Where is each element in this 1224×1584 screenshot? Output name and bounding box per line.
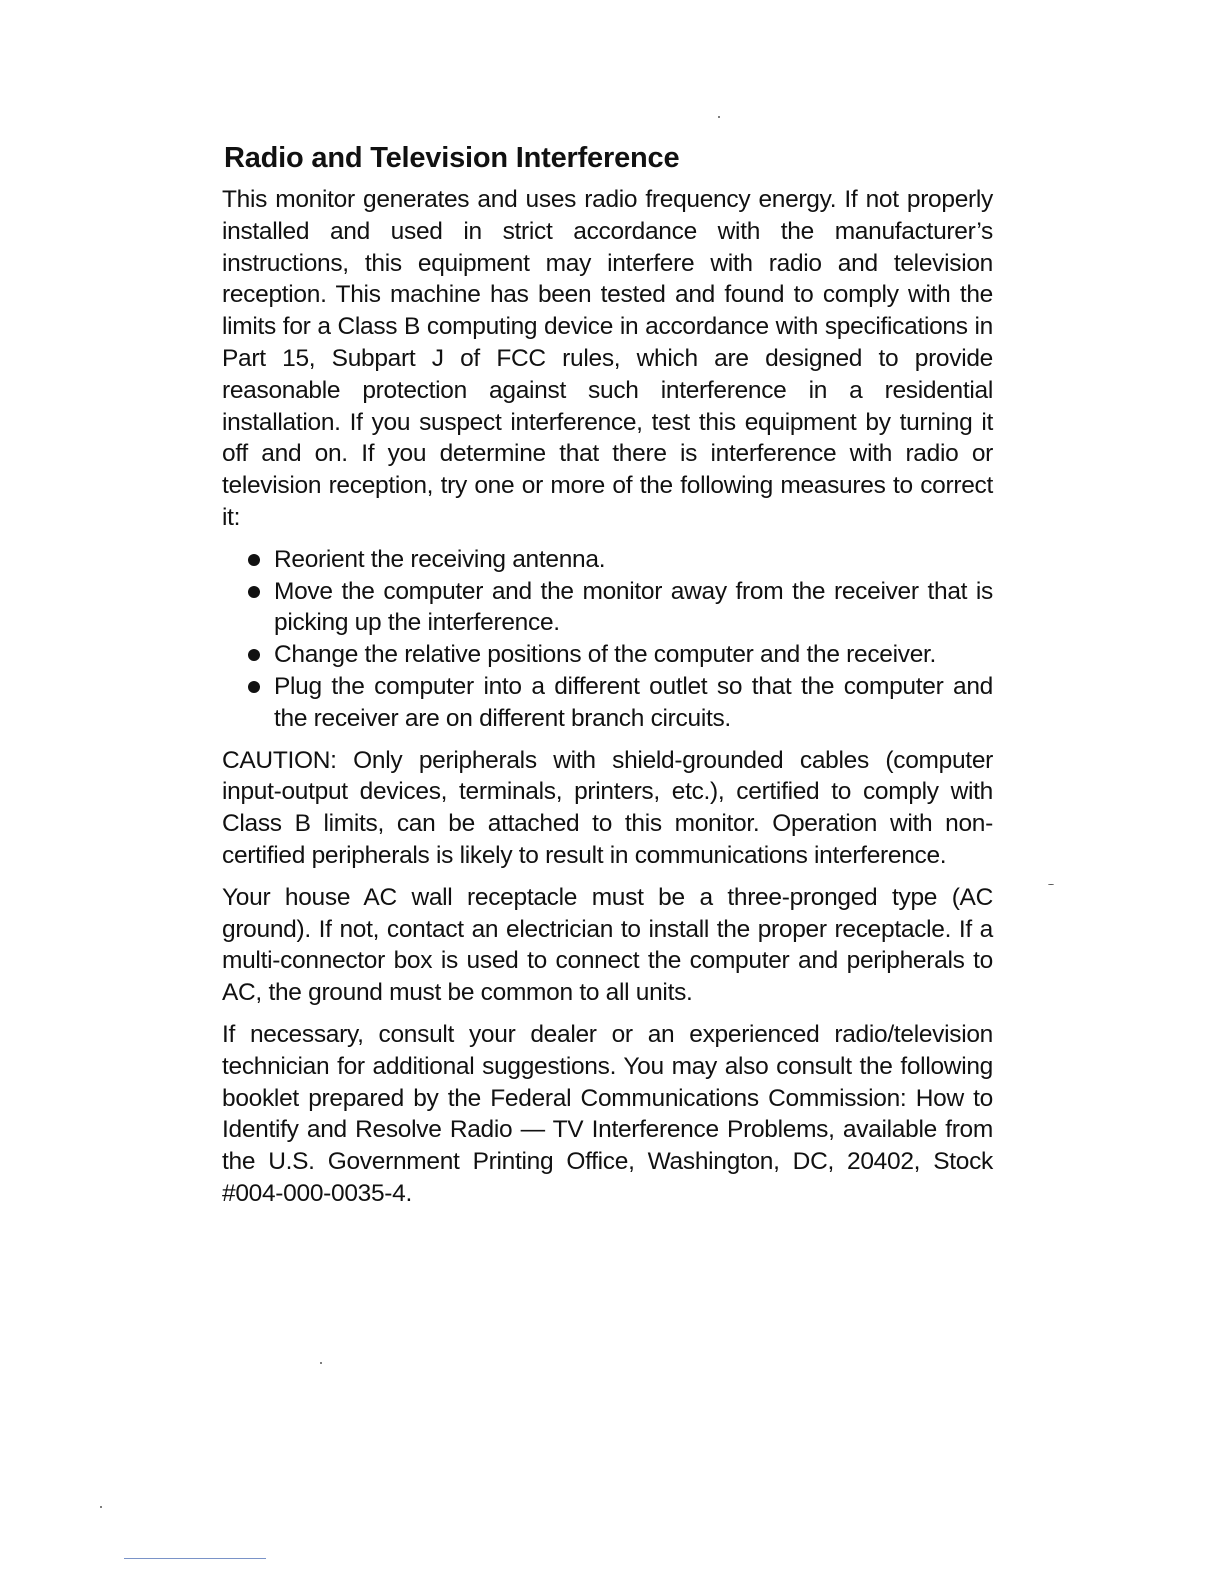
intro-paragraph: This monitor generates and uses radio frequency energy. If not properly installed and used in strict accordance with the manufacturer’s instructions, this equipment may interfere with radio and television reception. This machine has been tested and found to comply with the limits for a Class B computing device in accordance with specifications in Part 15, Subpart J of FCC rules, which are designed to provide reasonable protection against such interference in a residential installation. If you suspect interference, test this equipment by turning it off and on. If you determine that there is interference with radio or television reception, try one or more of the following measures to correct it:	[222, 186, 993, 531]
scan-speck	[718, 116, 720, 118]
list-item-text: Plug the computer into a different outlet so that the computer and the receiver are on different branch circuits.	[274, 672, 993, 732]
bullet-icon	[248, 554, 260, 566]
document-body	[218, 138, 993, 1220]
consult-paragraph: If necessary, consult your dealer or an experienced radio/television technician for additional suggestions. You may also consult the following booklet prepared by the Federal Communications Commission: How to Identify and Resolve Radio — TV Interference Problems, available from the U.S. Government Printing Office, Washington, DC, 20402, Stock #004-000-0035-4.	[222, 1020, 993, 1207]
page-title: Radio and Television Interference	[224, 142, 680, 174]
list-item	[218, 576, 993, 640]
list-item-text: Change the relative positions of the computer and the receiver.	[274, 641, 937, 669]
scan-speck	[100, 1506, 102, 1508]
list-item-text: Move the computer and the monitor away from the receiver that is picking up the interference.	[274, 577, 993, 637]
measures-list	[218, 544, 993, 735]
list-item	[218, 639, 993, 671]
ground-paragraph: Your house AC wall receptacle must be a three-pronged type (AC ground). If not, contact an electrician to install the proper receptacle. If a multi-connector box is used to connect the computer and peripherals to AC, the ground must be common to all units.	[222, 883, 993, 1007]
list-item-text: Reorient the receiving antenna.	[274, 545, 606, 573]
bullet-icon	[248, 649, 260, 661]
list-item	[218, 544, 993, 576]
scan-speck	[1048, 884, 1054, 885]
bullet-icon	[248, 681, 260, 693]
bullet-icon	[248, 586, 260, 598]
caution-paragraph: CAUTION: Only peripherals with shield-grounded cables (computer input-output devices, terminals, printers, etc.), certified to comply with Class B limits, can be attached to this monitor. Operation with non-certified peripherals is likely to result in communications interference.	[222, 746, 993, 869]
list-item	[218, 671, 993, 735]
scan-speck	[320, 1362, 322, 1364]
bottom-divider	[124, 1558, 266, 1559]
